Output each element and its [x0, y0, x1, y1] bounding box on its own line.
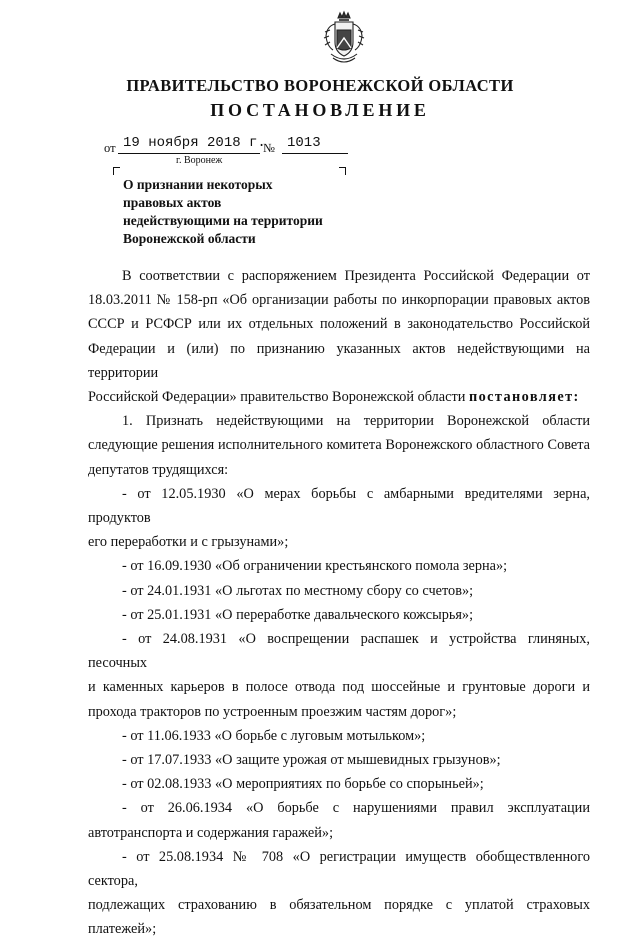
act-item-line: - от 25.08.1934 № 708 «О регистрации имуществ обобществленного сектора,	[88, 848, 590, 890]
act-item-line: - от 16.09.1930 «Об ограничении крестьянского помола зерна»;	[122, 558, 508, 575]
document-subject	[123, 176, 383, 248]
act-item-line: подлежащих страхованию в обязательном порядке с уплатой страховых платежей»;	[88, 897, 590, 938]
subject-line: О признании некоторых	[123, 177, 273, 192]
document-number: 1013	[287, 135, 321, 151]
number-prefix: №	[263, 141, 275, 155]
bracket-left	[113, 167, 120, 175]
act-item-line: - от 17.07.1933 «О защите урожая от мышевидных грызунов»;	[122, 752, 501, 769]
act-item-line: - от 25.01.1931 «О переработке давальческого кожсырья»;	[122, 606, 474, 623]
body-line: СССР и РСФСР или их отдельных положений в законодательство Российской	[88, 316, 590, 333]
act-item-line: - от 24.08.1931 «О воспрещении распашек и устройства глиняных, песочных	[88, 631, 590, 672]
act-item-line: прохода тракторов по устроенным проезжим частям дорог»;	[88, 703, 457, 720]
number-underline	[282, 153, 348, 154]
act-item-line: - от 26.06.1934 «О борьбе с нарушениями правил эксплуатации	[122, 800, 590, 817]
subject-line: недействующими на территории	[123, 213, 323, 228]
bracket-right	[339, 167, 346, 175]
body-line	[88, 385, 590, 409]
organization-name: ПРАВИТЕЛЬСТВО ВОРОНЕЖСКОЙ ОБЛАСТИ	[126, 76, 514, 95]
body-line: В соответствии с распоряжением Президента Российской Федерации от	[122, 268, 590, 284]
body-line: 1. Признать недействующими на территории Воронежской области	[122, 413, 590, 430]
preamble-ending: Российской Федерации» правительство Воронежской области	[88, 389, 466, 406]
date-underline	[118, 153, 260, 154]
act-item-line: - от 02.08.1933 «О мероприятиях по борьбе со спорыньей»;	[122, 776, 484, 793]
body-line: Федерации и (или) по признанию указанных актов недействующими на территории	[88, 340, 590, 381]
act-item-line: - от 24.01.1931 «О льготах по местному сбору со счетов»;	[122, 582, 474, 599]
date-prefix: от	[104, 141, 116, 155]
resolves-keyword: постановляет:	[468, 389, 580, 406]
subject-line: правовых актов	[123, 195, 222, 210]
body-line: следующие решения исполнительного комитета Воронежского областного Совета	[88, 437, 590, 454]
body-line: 18.03.2011 № 158-рп «Об организации работы по инкорпорации правовых актов	[88, 292, 590, 309]
document-body	[88, 264, 590, 942]
act-item-line: - от 12.05.1930 «О мерах борьбы с амбарными вредителями зерна, продуктов	[88, 485, 590, 527]
city: г. Воронеж	[176, 155, 223, 166]
act-item-line: и каменных карьеров в полосе отвода под шоссейные и грунтовые дороги и	[88, 679, 590, 696]
document-date: 19 ноября 2018 г.	[123, 135, 266, 151]
coat-of-arms-icon	[321, 10, 367, 66]
body-line: депутатов трудящихся:	[88, 461, 229, 478]
act-item-line: автотранспорта и содержания гаражей»;	[88, 824, 334, 841]
document-type: ПОСТАНОВЛЕНИЕ	[210, 100, 430, 120]
act-item-line: его переработки и с грызунами»;	[88, 534, 289, 551]
act-item-line: - от 11.06.1933 «О борьбе с луговым мотыльком»;	[122, 727, 426, 744]
subject-line: Воронежской области	[123, 231, 256, 246]
